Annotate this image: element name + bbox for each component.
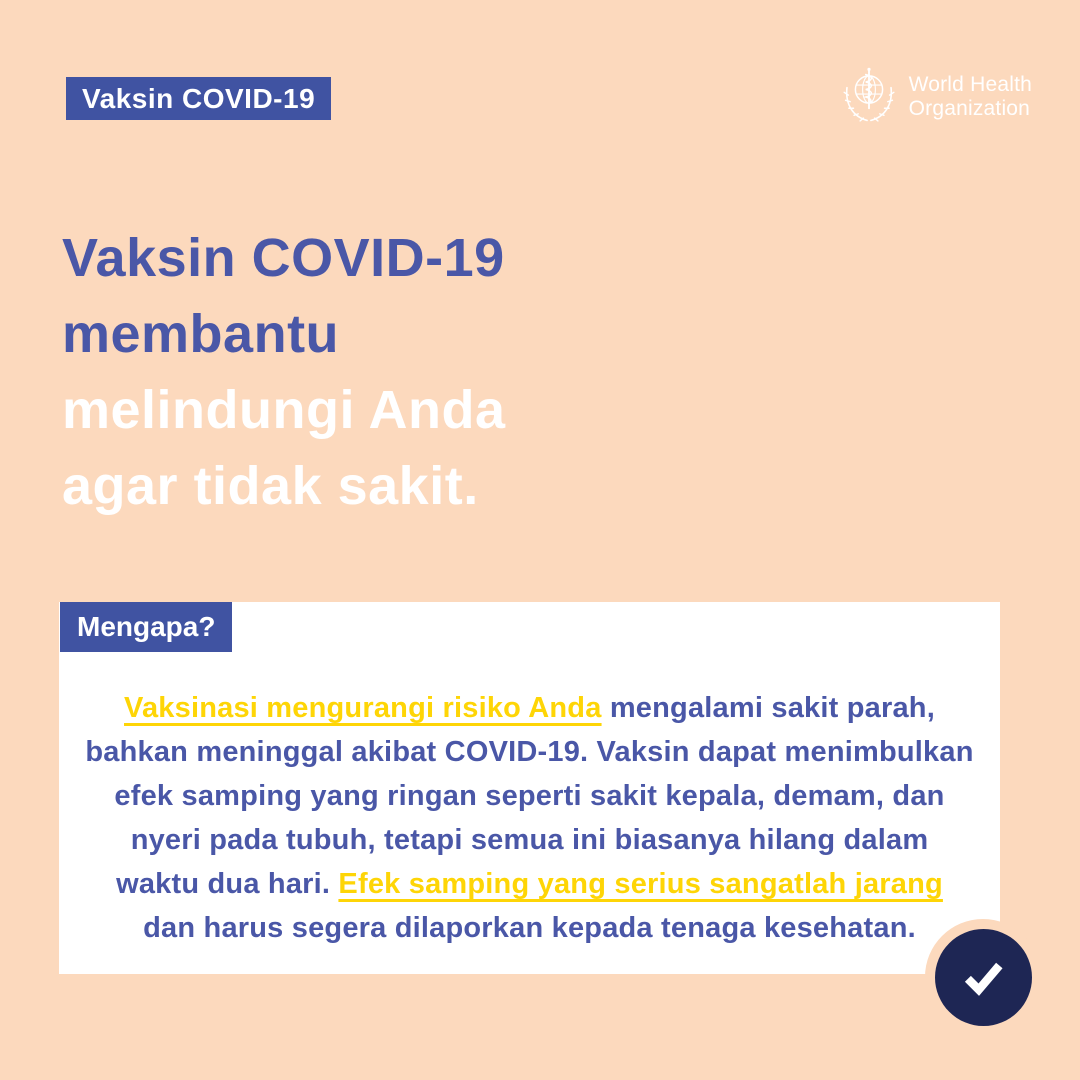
body-text: mengalami sakit parah, (601, 692, 935, 724)
check-icon (954, 948, 1012, 1006)
body-line (59, 686, 1000, 730)
topic-badge (66, 77, 331, 120)
body-line (59, 906, 1000, 950)
who-logo-line1: World Health (908, 73, 1032, 96)
topic-badge-label: Vaksin COVID-19 (82, 83, 316, 114)
who-logo (839, 66, 1032, 128)
headline-line-3: melindungi Anda (62, 380, 506, 440)
body-text: dan harus segera dilaporkan kepada tenaga kesehatan. (143, 912, 916, 944)
body-line (59, 818, 1000, 862)
body-line (59, 862, 1000, 906)
headline-line-1: Vaksin COVID-19 (62, 228, 505, 288)
body-text: bahkan meninggal akibat COVID-19. Vaksin dapat menimbulkan (85, 736, 974, 768)
body-text: waktu dua hari. (116, 868, 339, 900)
why-badge (60, 602, 232, 652)
link-efek-samping-serius[interactable]: Efek samping yang serius sangatlah jarang (338, 868, 943, 900)
headline-line-4: agar tidak sakit. (62, 456, 479, 516)
body-text: nyeri pada tubuh, tetapi semua ini biasanya hilang dalam (130, 824, 929, 856)
who-emblem-icon (839, 66, 899, 128)
why-badge-label: Mengapa? (77, 611, 216, 642)
body-text: efek samping yang ringan seperti sakit kepala, demam, dan (114, 780, 945, 812)
check-ring (925, 919, 1041, 1035)
body-line (59, 730, 1000, 774)
who-logo-line2: Organization (908, 97, 1031, 120)
info-card (59, 602, 1000, 974)
who-logo-text (909, 73, 1032, 121)
check-badge (935, 929, 1032, 1026)
card-body-text (59, 686, 1000, 950)
headline-line-2: membantu (62, 304, 340, 364)
link-vaksinasi-mengurangi-risiko[interactable]: Vaksinasi mengurangi risiko Anda (124, 692, 602, 724)
body-line (59, 774, 1000, 818)
headline (62, 220, 505, 524)
